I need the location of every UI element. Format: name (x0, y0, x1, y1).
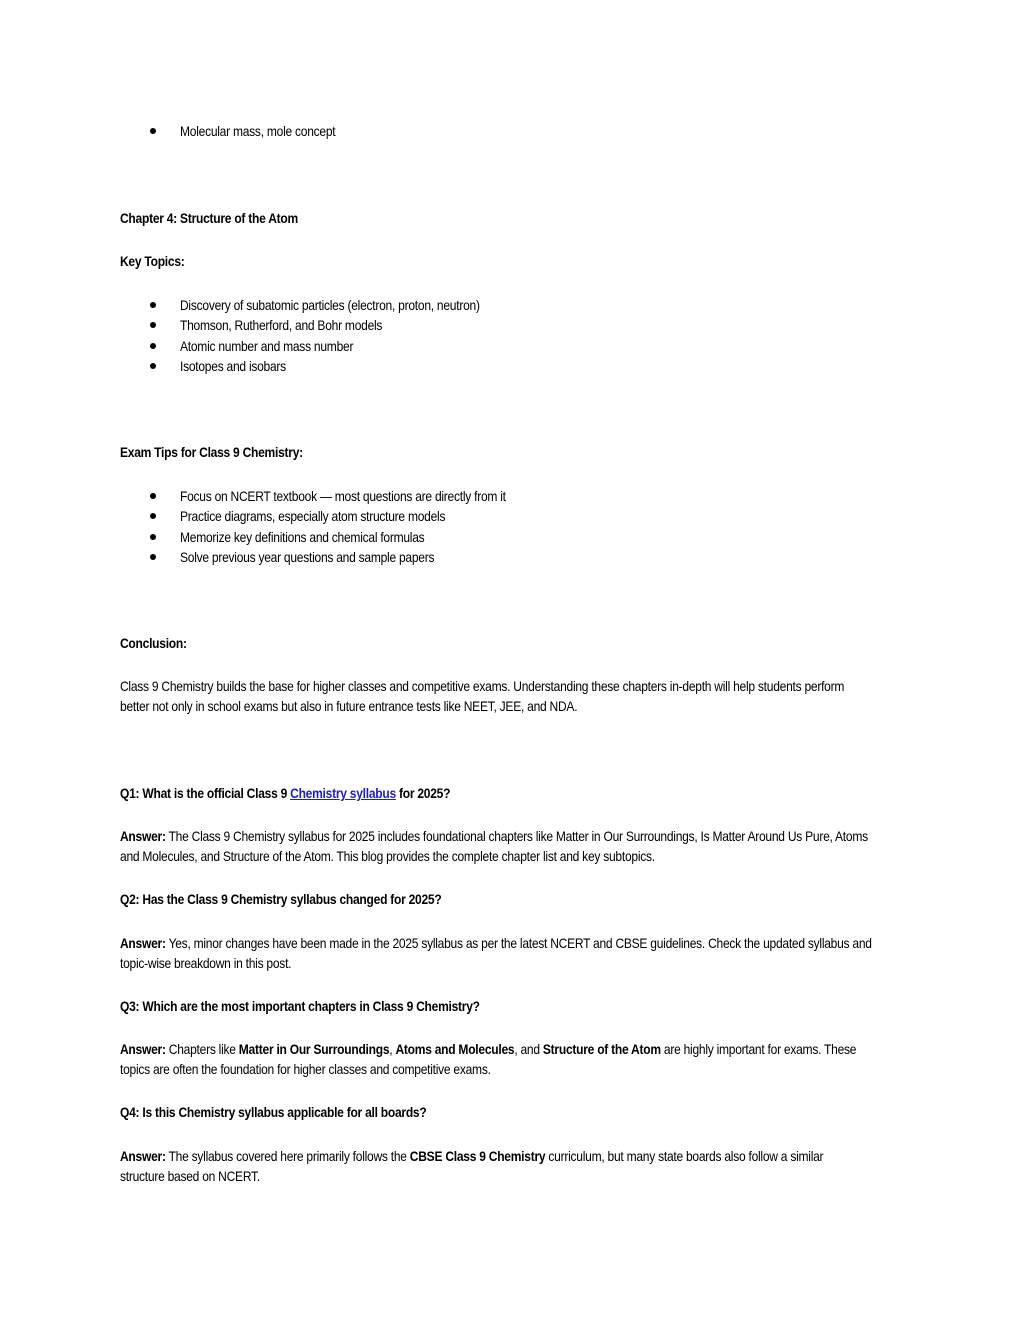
answer-text: Chapters like (165, 1041, 239, 1057)
answer-line: structure based on NCERT. (120, 1168, 260, 1184)
faq-q2-answer (120, 933, 872, 973)
faq-q1-prefix: Q1: What is the official Class 9 (120, 785, 291, 801)
bullet-icon (150, 534, 156, 540)
answer-bold: CBSE Class 9 Chemistry (409, 1148, 546, 1164)
answer-text: , (389, 1041, 396, 1057)
faq-q4-answer (120, 1146, 824, 1186)
list-item-text: Atomic number and mass number (180, 337, 354, 354)
bullet-icon (150, 513, 156, 519)
bullet-icon (150, 343, 156, 349)
answer-line: and Molecules, and Structure of the Atom. This blog provides the complete chapter list and key subtopics. (120, 848, 655, 864)
answer-text: curriculum, but many state boards also follow a similar (545, 1148, 824, 1164)
answer-bold: Matter in Our Surroundings (238, 1041, 390, 1057)
list-item-text: Memorize key definitions and chemical formulas (180, 528, 425, 545)
answer-text: The Class 9 Chemistry syllabus for 2025 includes foundational chapters like Matter in Our Surroundings, Is Matter Around Us Pure, Atoms (165, 828, 868, 844)
list-item-text: Molecular mass, mole concept (180, 123, 336, 139)
chapter4-heading: Chapter 4: Structure of the Atom (120, 210, 298, 226)
list-item-text: Discovery of subatomic particles (electron, proton, neutron) (180, 297, 480, 313)
answer-text: The syllabus covered here primarily follows the (165, 1148, 410, 1164)
answer-text: are highly important for exams. These (660, 1041, 857, 1057)
key-topics-label: Key Topics: (120, 253, 185, 269)
answer-line: topic-wise breakdown in this post. (120, 955, 292, 971)
exam-tips-heading: Exam Tips for Class 9 Chemistry: (120, 444, 303, 460)
list-item-text: Thomson, Rutherford, and Bohr models (180, 317, 383, 334)
list-item-text: Focus on NCERT textbook — most questions are directly from it (180, 488, 506, 504)
answer-bold: Atoms and Molecules (395, 1041, 515, 1057)
list-item-text: Solve previous year questions and sample papers (180, 549, 435, 566)
list-item-text: Isotopes and isobars (180, 358, 286, 375)
bullet-icon (150, 363, 156, 369)
faq-q3-question: Q3: Which are the most important chapters in Class 9 Chemistry? (120, 998, 480, 1014)
answer-label: Answer: (120, 935, 166, 951)
answer-line (120, 826, 868, 846)
bullet-icon (150, 493, 156, 499)
answer-line (120, 1039, 857, 1059)
faq-q3-answer (120, 1039, 857, 1079)
list-item-text: Practice diagrams, especially atom structure models (180, 508, 446, 525)
answer-label: Answer: (120, 1148, 166, 1164)
answer-line (120, 1146, 824, 1166)
answer-label: Answer: (120, 828, 166, 844)
answer-line (120, 933, 872, 953)
answer-text: , and (514, 1041, 543, 1057)
answer-bold: Structure of the Atom (542, 1041, 661, 1057)
bullet-icon (150, 322, 156, 328)
conclusion-line: Class 9 Chemistry builds the base for higher classes and competitive exams. Understanding these chapters in-depth will help students perform (120, 678, 845, 694)
faq-q1-answer (120, 826, 868, 866)
chemistry-syllabus-link[interactable]: Chemistry syllabus (290, 785, 396, 801)
faq-q2-question: Q2: Has the Class 9 Chemistry syllabus changed for 2025? (120, 891, 442, 907)
conclusion-line: better not only in school exams but also in future entrance tests like NEET, JEE, and NDA. (120, 698, 578, 714)
bullet-icon (150, 302, 156, 308)
bullet-icon (150, 554, 156, 560)
faq-q1-suffix: for 2025? (395, 785, 451, 801)
conclusion-heading: Conclusion: (120, 635, 187, 651)
faq-q1-question (120, 783, 799, 803)
answer-label: Answer: (120, 1041, 166, 1057)
faq-q4-question: Q4: Is this Chemistry syllabus applicable for all boards? (120, 1104, 427, 1120)
answer-line: topics are often the foundation for higher classes and competitive exams. (120, 1061, 491, 1077)
bullet-icon (150, 128, 156, 134)
conclusion-paragraph (120, 676, 845, 716)
answer-text: Yes, minor changes have been made in the 2025 syllabus as per the latest NCERT and CBSE guidelines. Check the updated syllabus and (165, 935, 872, 951)
